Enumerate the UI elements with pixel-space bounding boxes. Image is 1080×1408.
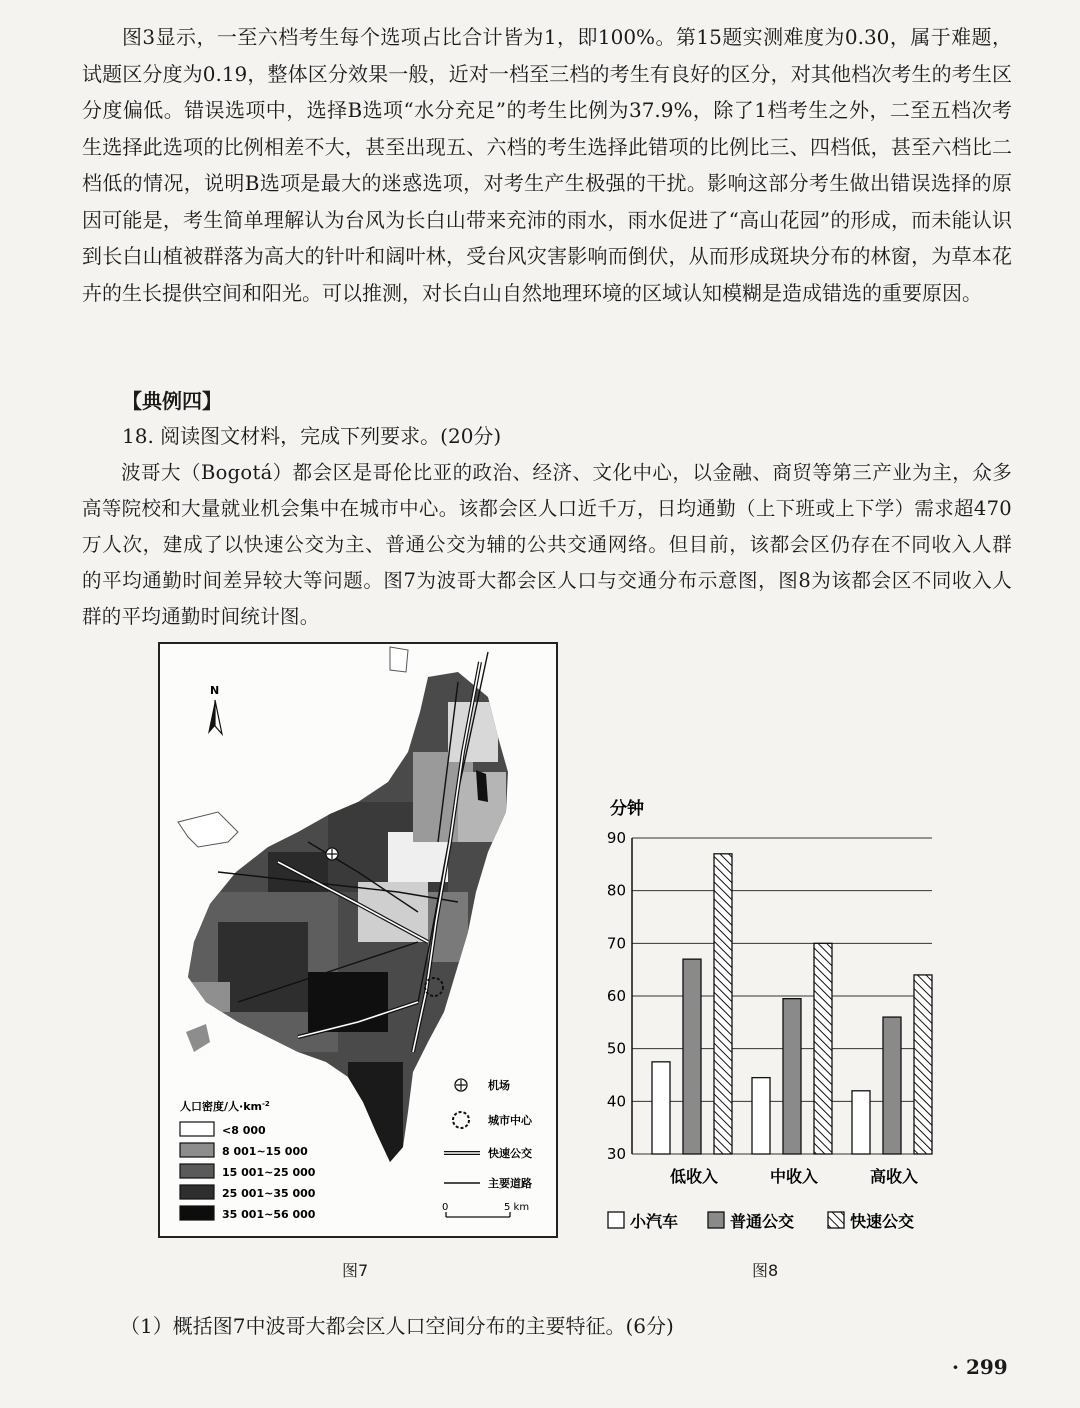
figure-8-caption: 图8 <box>752 1261 779 1280</box>
question-18-stem: 18. 阅读图文材料，完成下列要求。(20分) <box>122 424 502 448</box>
legend-swatch-4 <box>180 1185 214 1199</box>
legend-airport-label: 机场 <box>488 1079 510 1092</box>
bar-3-2 <box>814 943 832 1154</box>
y-tick-label: 50 <box>606 1039 626 1058</box>
legend-swatch-series-3 <box>828 1212 844 1228</box>
legend-brt-label: 快速公交 <box>488 1147 532 1160</box>
north-label: N <box>210 684 220 697</box>
airport-icon <box>326 848 338 860</box>
page-number-value: 299 <box>965 1355 1008 1379</box>
category-label: 低收入 <box>669 1167 719 1186</box>
legend-label-3: 15 001~25 000 <box>222 1166 316 1179</box>
legend-road-label: 主要道路 <box>488 1177 532 1190</box>
legend-label-1: <8 000 <box>222 1124 266 1137</box>
page-number <box>952 1355 1008 1379</box>
figure-7-caption: 图7 <box>342 1261 369 1280</box>
density-legend-title: 人口密度/人$\cdot km^{-2}$ <box>180 1100 270 1113</box>
bar-2-2 <box>783 999 801 1154</box>
y-tick-label: 90 <box>606 829 626 847</box>
y-tick-label: 60 <box>606 987 626 1005</box>
y-tick-label: 40 <box>606 1092 626 1111</box>
bar-3-1 <box>714 854 732 1154</box>
bar-2-1 <box>683 959 701 1154</box>
legend-swatch-3 <box>180 1164 214 1178</box>
category-label: 中收入 <box>769 1167 819 1186</box>
bar-1-1 <box>652 1062 670 1154</box>
legend-swatch-series-1 <box>608 1212 624 1228</box>
bar-3-3 <box>914 975 932 1154</box>
y-tick-label: 70 <box>606 934 626 953</box>
legend-series-label: 快速公交 <box>850 1212 915 1231</box>
category-label: 高收入 <box>869 1167 919 1186</box>
legend-city-center-label: 城市中心 <box>488 1114 532 1127</box>
legend-label-5: 35 001~56 000 <box>222 1208 316 1221</box>
sub-question-1: （1）概括图7中波哥大都会区人口空间分布的主要特征。(6分) <box>120 1314 674 1338</box>
y-tick-label: 80 <box>606 881 626 900</box>
legend-swatch-2 <box>180 1143 214 1157</box>
legend-airport-icon <box>455 1079 467 1091</box>
bar-1-2 <box>752 1078 770 1154</box>
legend-series-label: 小汽车 <box>630 1212 679 1231</box>
y-axis-title: 分钟 <box>610 799 644 819</box>
bar-2-3 <box>883 1017 901 1154</box>
legend-swatch-5 <box>180 1206 214 1220</box>
legend-label-4: 25 001~35 000 <box>222 1187 316 1200</box>
y-tick-label: 30 <box>606 1145 626 1163</box>
analysis-paragraph: 图3显示，一至六档考生每个选项占比合计皆为1，即100%。第15题实测难度为0.30，属于难题，试题区分度为0.19，整体区分效果一般，近对一档至三档的考生有良好的区分，对其他档次考生的考生区分度偏低。错误选项中，选择B选项“水分充足”的考生比例为37.9%，除了1档考生之外，二至五档次考生选择此选项的比例相差不大，甚至出现五、六档的考生选择此错项的比例比三、四档低，甚至六档比二档低的情况，说明B选项是最大的迷惑选项，对考生产生极强的干扰。影响这部分考生做出错误选择的原因可能是，考生简单理解认为台风为长白山带来充沛的雨水，雨水促进了“高山花园”的形成，而未能认识到长白山植被群落为高大的针叶和阔叶林，受台风灾害影响而倒伏，从而形成斑块分布的林窗，为草本花卉的生长提供空间和阳光。可以推测，对长白山自然地理环境的区域认知模糊是造成错选的重要原因。 <box>82 25 1012 305</box>
figure-8-chart <box>596 790 952 1238</box>
legend-series-label: 普通公交 <box>730 1212 795 1231</box>
legend-swatch-series-2 <box>708 1212 724 1228</box>
page-number-dot: · <box>952 1355 966 1379</box>
scale-end: 5 km <box>504 1202 530 1213</box>
scale-start: 0 <box>442 1202 449 1213</box>
legend-swatch-1 <box>180 1122 214 1136</box>
figure-7-map <box>158 642 558 1238</box>
material-paragraph: 波哥大（Bogotá）都会区是哥伦比亚的政治、经济、文化中心，以金融、商贸等第三产业为主，众多高等院校和大量就业机会集中在城市中心。该都会区人口近千万，日均通勤（上下班或上下学）需求超470万人次，建成了以快速公交为主、普通公交为辅的公共交通网络。但目前，该都会区仍存在不同收入人群的平均通勤时间差异较大等问题。图7为波哥大都会区人口与交通分布示意图，图8为该都会区不同收入人群的平均通勤时间统计图。 <box>82 461 1012 628</box>
example-heading: 【典例四】 <box>122 389 222 413</box>
bar-1-3 <box>852 1091 870 1154</box>
legend-label-2: 8 001~15 000 <box>222 1145 308 1158</box>
